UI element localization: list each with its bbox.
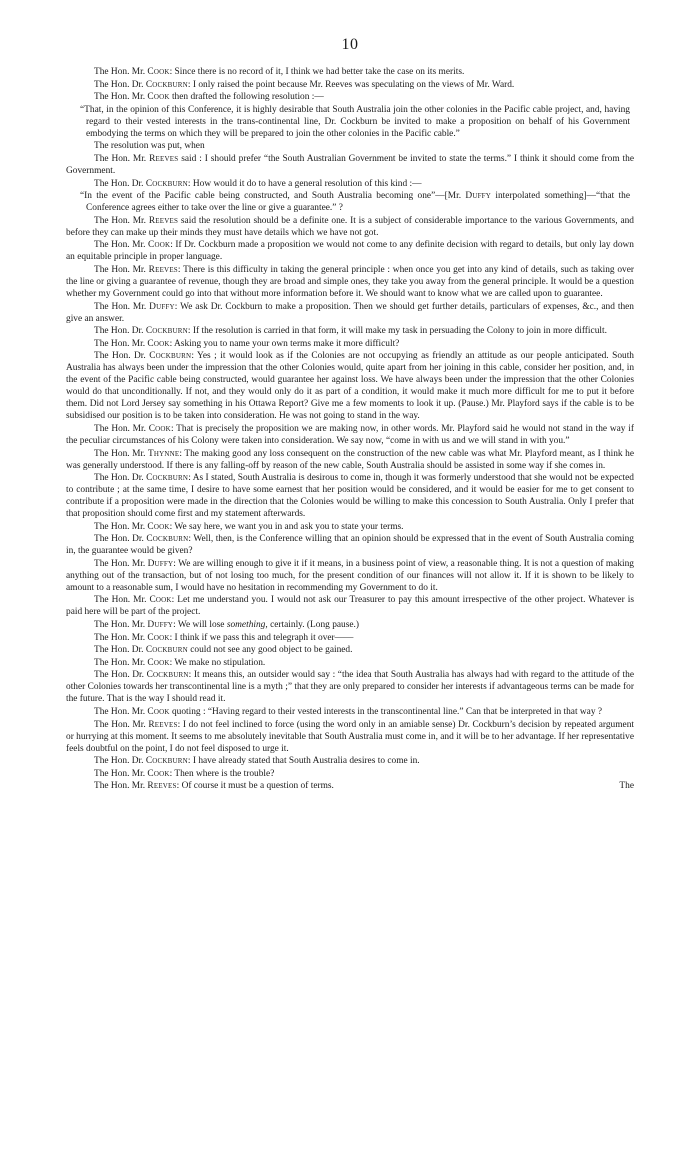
paragraph <box>66 338 634 350</box>
page-number: 10 <box>341 36 359 53</box>
speaker-name: Duffy <box>149 301 175 312</box>
text-run: The Hon. Mr. <box>94 92 148 103</box>
text-run: : We say here, we want you in and ask you to state your terms. <box>169 521 404 532</box>
text-run: The Hon. Dr. <box>94 79 146 90</box>
text-run: : Of course it must be a question of terms. <box>176 781 334 792</box>
text-run: said the resolution should be a definite one. It is a subject of considerable importance to the various Governments, and before they can make up their minds they must have details which we have not got. <box>66 215 634 238</box>
text-run: : I do not feel inclined to force (using the word only in an amiable sense) Dr. Cockburn’s decision by repeated argument or hurrying at this moment. It seems to me absolutely inevitable that South Australia must come in, and it will be to her advantage. If her representative feels doubtful on the point, I do not feel disposed to urge it. <box>66 719 634 754</box>
speaker-name: Cook <box>147 657 170 668</box>
text-run: The Hon. Mr. <box>94 632 148 643</box>
text-run: The Hon. Dr. <box>94 351 150 362</box>
text-run: : Well, then, is the Conference willing that an opinion should be expressed that in the event of South Australia coming in, the guarantee would be given? <box>66 534 634 557</box>
paragraph <box>66 669 634 705</box>
document-body <box>66 66 634 793</box>
paragraph <box>66 140 634 152</box>
paragraph <box>66 325 634 337</box>
paragraph <box>66 644 634 656</box>
speaker-name: Duffy <box>147 558 174 569</box>
speaker-name: Reeves <box>148 215 179 226</box>
text-run: : We make no stipulation. <box>169 657 266 668</box>
speaker-name: Cook <box>147 768 170 779</box>
speaker-name: Cockburn <box>146 473 189 484</box>
paragraph <box>66 657 634 669</box>
text-run: The Hon. Dr. <box>94 326 146 337</box>
text-run: , certainly. (Long pause.) <box>265 620 360 631</box>
paragraph <box>66 632 634 644</box>
paragraph <box>66 239 634 263</box>
speaker-name: Reeves <box>149 153 179 164</box>
text-run: : We will lose <box>173 620 227 631</box>
paragraph <box>66 619 634 631</box>
paragraph <box>66 215 634 239</box>
text-run: quoting : “Having regard to their vested interests in the transcontinental line.” Can that be interpreted in that way ? <box>169 707 603 718</box>
quoted-text: “That, in the opinion of this Conference, it is highly desirable that South Australia join the other colonies in the Pacific cable project, and, having regard to their vested interests in the trans-continental line, Dr. Cockburn be invited to make a proposition on behalf of his Government embodying the terms on which they will be prepared to join the other colonies in the Pacific cable.” <box>80 104 630 139</box>
paragraph <box>66 521 634 533</box>
speaker-name: Cockburn <box>149 351 192 362</box>
text-run: said : I should prefer “the South Australian Government be invited to state the terms.” I think it should come from the Government. <box>66 153 634 176</box>
text-run: The Hon. Mr. <box>94 301 150 312</box>
speaker-name: Cockburn <box>145 645 188 656</box>
paragraph <box>66 91 634 103</box>
text-run: The Hon. Dr. <box>94 473 147 484</box>
text-run: : That is precisely the proposition we are making now, in other words. Mr. Playford said he would not stand in the way if the peculiar circumstances of his Colony were taken into consideration. We say now, “come in with us and we will stand in with you.” <box>66 423 634 446</box>
text-run: The Hon. Dr. <box>94 756 146 767</box>
text-run: : I have already stated that South Australia desires to come in. <box>187 756 420 767</box>
text-run: : If Dr. Cockburn made a proposition we would not come to any definite decision with regard to details, but only lay down an equitable principle in proper language. <box>66 240 634 263</box>
paragraph <box>66 472 634 520</box>
text-run: The Hon. Mr. <box>94 558 148 569</box>
speaker-name: Cockburn <box>145 326 188 337</box>
speaker-name: Cook <box>148 423 171 434</box>
text-run: The Hon. Mr. <box>94 67 148 77</box>
speaker-name: Cockburn <box>145 178 188 189</box>
speaker-name: Cockburn <box>146 670 189 681</box>
text-run: The Hon. Dr. <box>94 670 147 681</box>
text-run: The Hon. Mr. <box>94 768 148 779</box>
text-run: The Hon. Mr. <box>94 338 148 349</box>
speaker-name: Reeves <box>147 781 177 792</box>
speaker-name: Cook <box>147 707 170 718</box>
text-run: The Hon. Mr. <box>94 595 150 606</box>
text-run: : As I stated, South Australia is desirous to come in, though it was formerly understood that she would not be expected to contribute ; at the same time, I desire to have some earnest that her position would be considered, and it would be easier for me to get consent to contribute if a proposition were made in the direction that the Colonies would be willing to make this concession to South Australia. Only I prefer that that proposition should come first and my statement afterwards. <box>66 473 634 520</box>
paragraph <box>66 66 634 78</box>
speaker-name: Cook <box>147 67 170 77</box>
text-run: could not see any good object to be gained. <box>187 645 353 656</box>
text-run: : I only raised the point because Mr. Reeves was speculating on the views of Mr. Ward. <box>187 79 515 90</box>
paragraph <box>80 190 630 214</box>
paragraph <box>66 558 634 594</box>
text-run: : The making good any loss consequent on the construction of the new cable was what Mr. Playford meant, as I think he was generally understood. If there is any falling-off by reason of the new cable, South Australia should be assisted in some way if she comes in. <box>66 448 634 471</box>
text-run: The Hon. Mr. <box>94 240 148 251</box>
paragraph <box>66 706 634 718</box>
paragraph <box>66 301 634 325</box>
catchword: The <box>619 781 634 792</box>
paragraph <box>66 264 634 300</box>
speaker-name: Duffy <box>147 620 174 631</box>
text-run: then drafted the following resolution :— <box>169 92 324 103</box>
text-run: : Since there is no record of it, I think we had better take the case on its merits. <box>169 67 465 77</box>
text-run: The Hon. Mr. <box>94 781 148 792</box>
speaker-name: Reeves <box>148 264 178 275</box>
text-run: The Hon. Mr. <box>94 215 149 226</box>
paragraph <box>66 79 634 91</box>
paragraph <box>66 780 634 792</box>
text-run: : We are willing enough to give it if it means, in a business point of view, a reasonable thing. It is not a question of making anything out of the transaction, but of not losing too much, for the present condition of our finances will not allow it. If it is shown to be likely to amount to a reasonable sum, I would have no hesitation in recommending my Government to do it. <box>66 558 634 593</box>
text-run: interpolated something]—“that the Conference agrees either to take over the line or give a guarantee.” ? <box>86 191 630 214</box>
speaker-name: Reeves <box>148 719 178 730</box>
quoted-text: “In the event of the Pacific cable being constructed, and South Australia becoming one”—[Mr. <box>80 191 466 202</box>
speaker-name: Cockburn <box>146 534 189 545</box>
text-run: : I think if we pass this and telegraph it over—— <box>169 632 354 643</box>
emphasis-text: something <box>226 620 266 631</box>
text-run: : How would it do to have a general resolution of this kind :— <box>187 178 422 189</box>
speaker-name: Cook <box>147 521 170 532</box>
speaker-name: Cook <box>147 338 170 349</box>
text-run: : Then where is the trouble? <box>169 768 275 779</box>
text-run: The Hon. Dr. <box>94 645 146 656</box>
paragraph <box>66 719 634 755</box>
speaker-name: Cockburn <box>145 79 188 90</box>
text-run: The Hon. Mr. <box>94 707 148 718</box>
text-run: : Asking you to name your own terms make it more difficult? <box>169 338 400 349</box>
text-run: : It means this, an outsider would say : “the idea that South Australia has always had with regard to the attitude of the other Colonies towards her transcontinental line is a myth ;” that they are only prepared to consider her interests if advantageous terms can be made for the future. That is the way I should read it. <box>66 670 634 705</box>
text-run: : We ask Dr. Cockburn to make a proposition. Then we should get further details, particulars of expenses, &c., and then give an answer. <box>66 301 634 324</box>
text-run: The Hon. Mr. <box>94 521 148 532</box>
text-run: : There is this difficulty in taking the general principle : when once you get into any kind of details, such as taking over the line or giving a guarantee of revenue, though they are broad and simple ones, they take you away from the general principle. It would be a question whether my Government could go into that without more information before it. We should want to know what we are called upon to guarantee. <box>66 264 634 299</box>
paragraph <box>66 755 634 767</box>
speaker-name: Cockburn <box>145 756 188 767</box>
speaker-name: Cook <box>147 632 170 643</box>
text-run: The Hon. Mr. <box>94 719 149 730</box>
paragraph <box>66 594 634 618</box>
paragraph <box>80 104 630 140</box>
text-run: The Hon. Dr. <box>94 534 147 545</box>
paragraph <box>66 178 634 190</box>
speaker-name: Cook <box>147 92 170 103</box>
paragraph <box>66 423 634 447</box>
text-run: The Hon. Mr. <box>94 264 149 275</box>
speaker-name: Cook <box>149 595 172 606</box>
text-run: : Yes ; it would look as if the Colonies are not occupying as friendly an attitude as our people anticipated. South Australia has always been under the impression that the other Colonies would, quite apart from her joining in this cable, consider her position, and, in the event of the Pacific cable being constructed, would guarantee her against loss. We have always been under the impression that the other Colonies would do that unconditionally. If not, and they would only do it as part of a condition, it would make it much more difficult for me to put it before them. Did not Lord Jersey say something in his Ottawa Report? Give me a few moments to look it up. (Pause.) Mr. Playford says if the cable is to be subsidised our position is to be taken into consideration. He was not going to stand in the way. <box>66 351 634 422</box>
text-run: The resolution was put, when <box>94 141 205 152</box>
text-run: The Hon. Mr. <box>94 423 149 434</box>
text-run: The Hon. Mr. <box>94 448 148 459</box>
speaker-name: Thynne <box>147 448 180 459</box>
text-run: The Hon. Dr. <box>94 178 146 189</box>
text-run: The Hon. Mr. <box>94 657 148 668</box>
text-run: : If the resolution is carried in that form, it will make my task in persuading the Colony to join in more difficult. <box>187 326 607 337</box>
paragraph <box>66 350 634 422</box>
paragraph <box>66 153 634 177</box>
paragraph <box>66 448 634 472</box>
text-run: The Hon. Mr. <box>94 620 148 631</box>
speaker-name: Duffy <box>465 191 492 202</box>
speaker-name: Cook <box>148 240 171 251</box>
paragraph <box>66 533 634 557</box>
text-run: The Hon. Mr. <box>94 153 150 164</box>
paragraph <box>66 768 634 780</box>
text-run: : Let me understand you. I would not ask our Treasurer to pay this amount irrespective of the other project. Whatever is paid here will be part of the project. <box>66 595 634 618</box>
